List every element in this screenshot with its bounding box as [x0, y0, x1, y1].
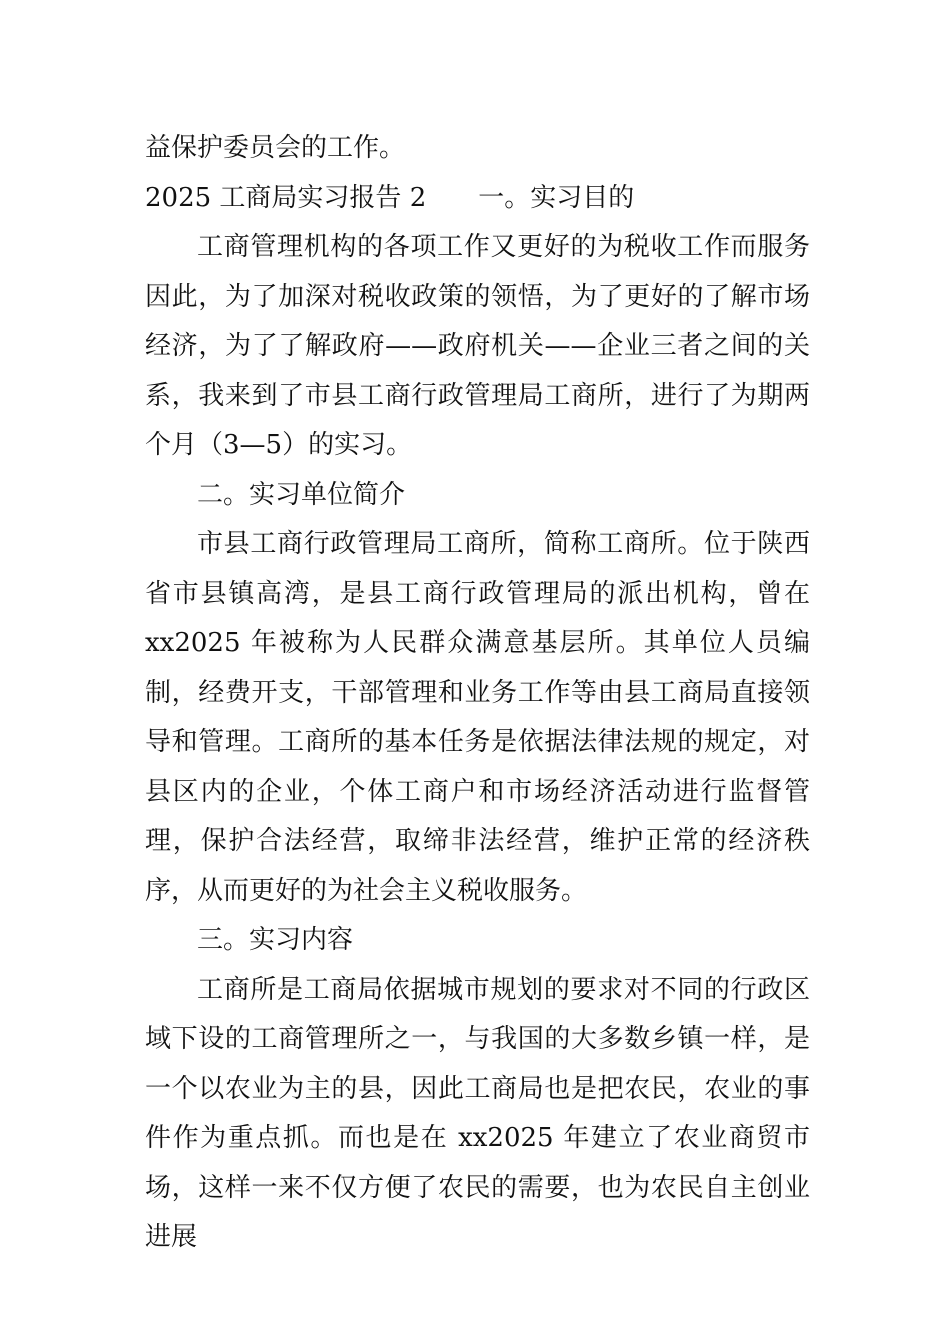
continuation-text: 益保护委员会的工作。: [145, 133, 406, 163]
paragraph-unit: 市县工商行政管理局工商所，简称工商所。位于陕西省市县镇高湾，是县工商行政管理局的派出机构，曾在 xx2025 年被称为人民群众满意基层所。其单位人员编制，经费开支，干部管理和业务工作等由县工商局直接领导和管理。工商所的基本任务是依据法律法规的规定，对县区内的企业，个体工商户和市场经济活动进行监督管理，保护合法经营，取缔非法经营，维护正常的经济秩序，从而更好的为社会主义税收服务。: [145, 529, 810, 906]
report-title-line: [145, 174, 810, 224]
section-heading-content: 三。实习内容: [197, 925, 354, 955]
paragraph-content: 工商所是工商局依据城市规划的要求对不同的行政区域下设的工商管理所之一，与我国的大多数乡镇一样，是一个以农业为主的县，因此工商局也是把农民，农业的事件作为重点抓。而也是在 xx2025 年建立了农业商贸市场，这样一来不仅方便了农民的需要，也为农民自主创业进展: [145, 974, 810, 1252]
document-body: [145, 124, 810, 1263]
report-title: 2025 工商局实习报告 2: [145, 182, 427, 213]
paragraph-purpose: 工商管理机构的各项工作又更好的为税收工作而服务因此，为了加深对税收政策的领悟，为了更好的了解市场经济，为了了解政府——政府机关——企业三者之间的关系，我来到了市县工商行政管理局工商所，进行了为期两个月（3—5）的实习。: [145, 232, 810, 460]
section-heading-purpose: 一。实习目的: [478, 182, 635, 213]
section-heading-unit: 二。实习单位简介: [197, 479, 406, 510]
